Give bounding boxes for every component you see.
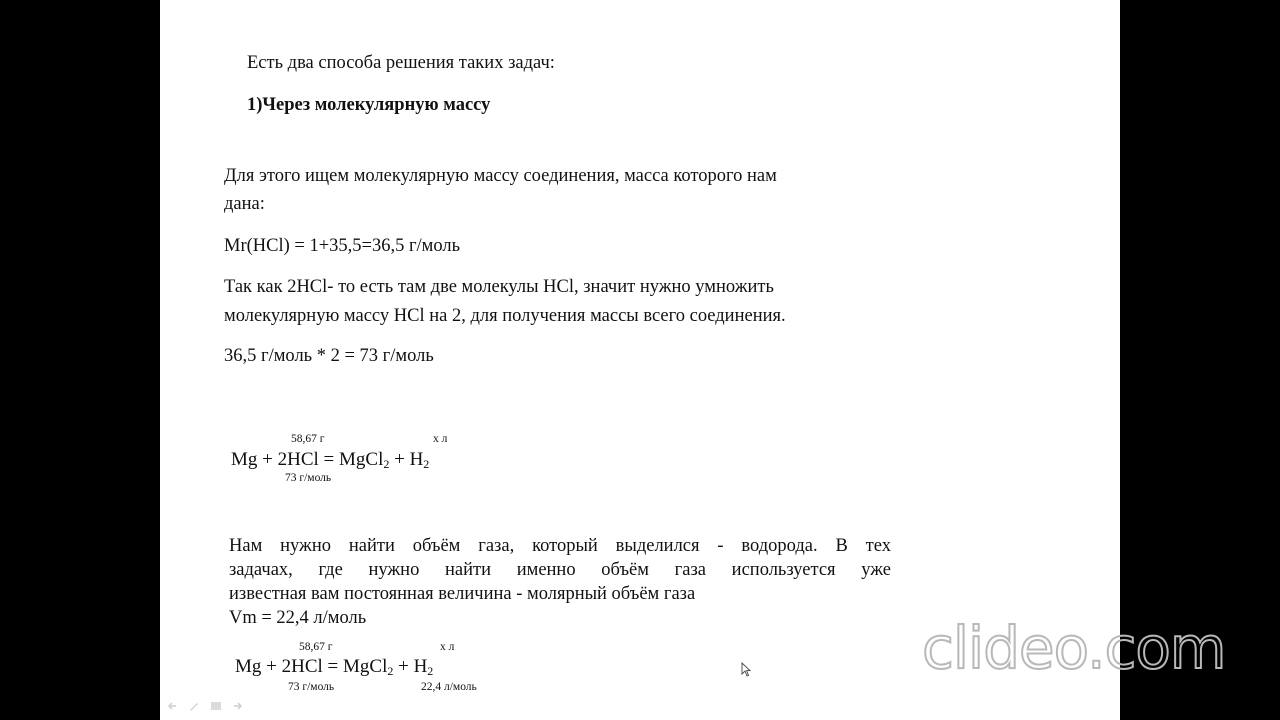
reaction2-above-h2: х л — [440, 641, 455, 653]
mass-product: 36,5 г/моль * 2 = 73 г/моль — [224, 346, 434, 366]
reaction1-plus-h: + H — [389, 449, 424, 470]
paragraph1-line2: дана: — [224, 194, 265, 214]
reaction1-equation — [231, 450, 429, 469]
reaction2-equation — [235, 657, 433, 676]
pen-icon[interactable] — [188, 700, 200, 712]
reaction1-mgcl: MgCl — [339, 449, 384, 470]
reaction1-below-hcl: 73 г/моль — [285, 472, 332, 484]
arrow-left-icon[interactable] — [166, 700, 178, 712]
reaction2-plus-h: + H — [393, 656, 428, 677]
reaction2-sub1: 2 — [387, 664, 394, 678]
presentation-slide — [160, 0, 1120, 720]
paragraph3-line1: Нам нужно найти объём газа, который выделился - водорода. В тех — [229, 536, 891, 556]
reaction1-above-hcl: 58,67 г — [291, 433, 325, 445]
reaction2-below-h2: 22,4 л/моль — [421, 681, 477, 693]
reaction2-left: Mg + 2HCl = — [235, 656, 343, 677]
reaction1-sub1: 2 — [383, 457, 390, 471]
reaction2-above-hcl: 58,67 г — [299, 641, 333, 653]
method-heading: 1)Через молекулярную массу — [247, 95, 491, 115]
reaction1-sub2: 2 — [423, 457, 430, 471]
paragraph2-line1: Так как 2HCl- то есть там две молекулы HCl, значит нужно умножить — [224, 277, 774, 297]
clideo-watermark: clideo.com — [922, 614, 1226, 682]
intro-line: Есть два способа решения таких задач: — [247, 53, 555, 73]
reaction1-above-h2: х л — [433, 433, 448, 445]
paragraph1-line1: Для этого ищем молекулярную массу соединения, масса которого нам — [224, 166, 777, 186]
molar-volume: Vm = 22,4 л/моль — [229, 608, 367, 628]
mr-formula: Mr(HCl) = 1+35,5=36,5 г/моль — [224, 236, 461, 256]
slide-menu-icon[interactable] — [210, 700, 222, 712]
reaction2-below-hcl: 73 г/моль — [288, 681, 335, 693]
paragraph2-line2: молекулярную массу HCl на 2, для получения массы всего соединения. — [224, 306, 786, 326]
mouse-cursor-icon — [741, 662, 751, 678]
reaction1-left: Mg + 2HCl = — [231, 449, 339, 470]
reaction2-sub2: 2 — [427, 664, 434, 678]
reaction2-mgcl: MgCl — [343, 656, 388, 677]
arrow-right-icon[interactable] — [232, 700, 244, 712]
paragraph3-line2: задачах, где нужно найти именно объём газа используется уже — [229, 560, 891, 580]
paragraph3-line3: известная вам постоянная величина - молярный объём газа — [229, 584, 696, 604]
